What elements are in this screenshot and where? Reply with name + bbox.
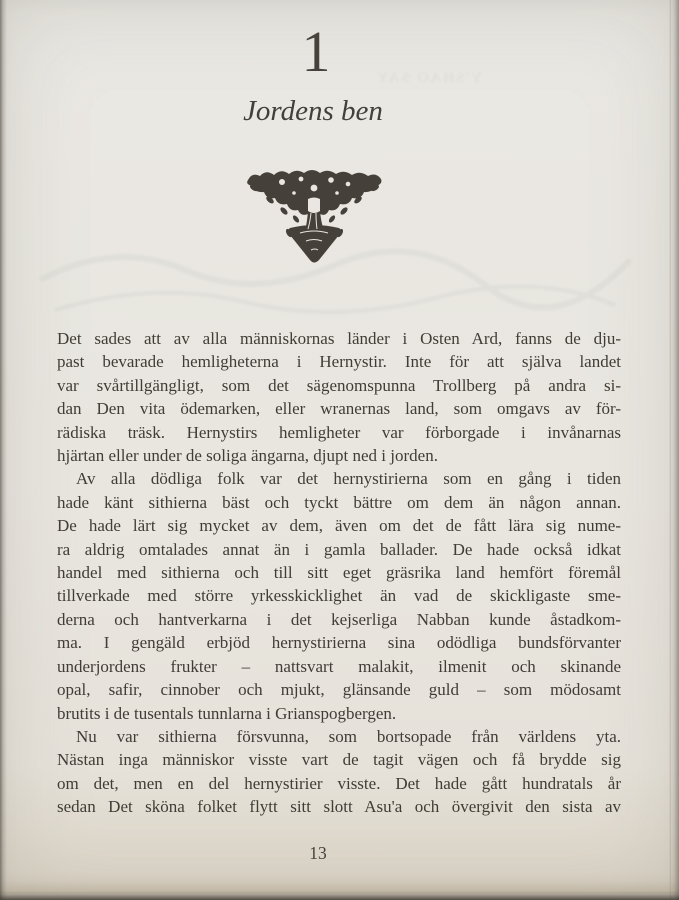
text-line: Det sades att av alla människornas länder i Osten Ard, fanns de dju- (57, 329, 621, 348)
text-line: De hade lärt sig mycket av dem, även om det de fått lära sig nume- (57, 516, 621, 536)
bottom-book-edge (0, 891, 679, 900)
right-book-edge (670, 0, 679, 900)
ghost-showthrough-text: Y'SHAO SAY (375, 70, 482, 86)
left-book-edge (0, 0, 7, 900)
text-line: hade känt sithierna bäst och tyckt bättre om dem än någon annan. (57, 492, 621, 512)
text-line: rädiska träsk. Hernystirs hemligheter var förborgade i invånarnas (57, 422, 621, 442)
text-line: underjordens frukter – nattsvart malakit, ilmenit och skinande (57, 656, 621, 676)
paragraph (57, 725, 621, 819)
text-line: ma. I gengäld erbjöd hernystirierna sina odödliga bundsförvanter (57, 633, 621, 653)
tree-ornament-icon (244, 167, 385, 267)
paragraph (57, 327, 621, 467)
paragraph (57, 467, 621, 724)
body-text (57, 327, 621, 819)
text-line: derna och hantverkarna i det kejserliga Nabban kunde åstadkom- (57, 609, 621, 629)
page-crease (669, 0, 671, 900)
text-line: var svårtillgängligt, som det sägenomspunna Trollberg på andra si- (57, 375, 621, 395)
text-line: brutits i de tusentals tunnlarna i Grianspogbergen. (57, 703, 397, 723)
text-line: Nästan inga människor visste vart de tagit vägen och få brydde sig (57, 750, 621, 770)
page-number: 13 (309, 843, 327, 863)
text-line: ra aldrig omtalades annat än i gamla ballader. De hade också idkat (57, 539, 621, 559)
chapter-number: 1 (301, 19, 331, 84)
text-line: opal, safir, cinnober och mjukt, glänsande guld – som mödosamt (57, 680, 621, 700)
text-line: om det, men en del hernystirier visste. Det hade gått hundratals år (57, 773, 621, 793)
text-line: handel med sithierna och till sitt eget gräsrika land hemfört föremål (57, 563, 621, 583)
text-line: dan Den vita ödemarken, eller wranernas land, som omgavs av för- (57, 399, 621, 419)
text-line: Av alla dödliga folk var det hernystirierna som en gång i tiden (76, 469, 621, 489)
chapter-title: Jordens ben (243, 95, 383, 127)
text-line: Nu var sithierna försvunna, som bortsopade från världens yta. (76, 726, 621, 746)
text-line: hjärtan eller under de soliga ängarna, djupt ned i jorden. (57, 446, 438, 466)
text-line: sedan Det sköna folket flytt sitt slott Asu'a och övergivit den sista av (57, 797, 621, 817)
text-line: past bevarade hemligheterna i Hernystir. Inte för att själva landet (57, 352, 621, 372)
text-line: tillverkade med större yrkesskicklighet än vad de skickligaste sme- (57, 586, 621, 606)
